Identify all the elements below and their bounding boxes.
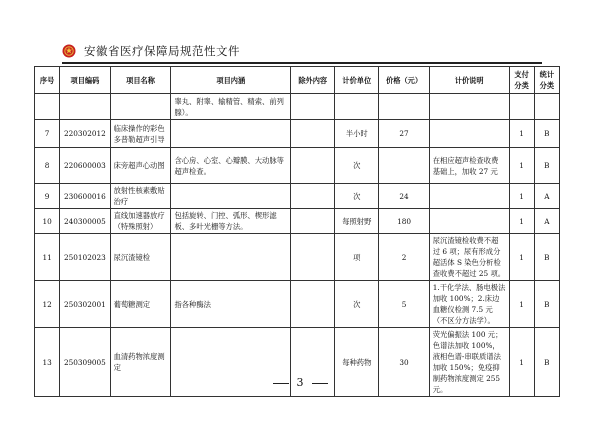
cell-stat: A — [534, 209, 559, 234]
page-number-dash-left — [273, 383, 289, 384]
cell-pay: 1 — [509, 120, 534, 148]
cell-no: 7 — [35, 120, 60, 148]
cell-exclude — [291, 281, 335, 328]
col-header-name: 项目名称 — [110, 67, 171, 94]
cell-note — [429, 94, 509, 120]
cell-pay: 1 — [509, 234, 534, 281]
cell-price: 2 — [379, 234, 429, 281]
cell-price — [379, 94, 429, 120]
col-header-price: 价格（元） — [379, 67, 429, 94]
cell-code: 220600003 — [60, 148, 110, 184]
cell-unit: 次 — [335, 184, 379, 209]
cell-price: 27 — [379, 120, 429, 148]
cell-pay: 1 — [509, 328, 534, 397]
cell-code: 240300005 — [60, 209, 110, 234]
cell-exclude — [291, 234, 335, 281]
col-header-pay: 支付分类 — [509, 67, 534, 94]
cell-note — [429, 120, 509, 148]
cell-content — [171, 234, 291, 281]
cell-pay: 1 — [509, 281, 534, 328]
cell-exclude — [291, 209, 335, 234]
col-header-stat: 统计分类 — [534, 67, 559, 94]
cell-name: 葡萄糖测定 — [110, 281, 171, 328]
cell-code: 220302012 — [60, 120, 110, 148]
cell-name — [110, 94, 171, 120]
cell-unit: 每照射野 — [335, 209, 379, 234]
cell-unit — [335, 94, 379, 120]
page-number — [0, 376, 600, 389]
header-title: 安徽省医疗保障局规范性文件 — [84, 44, 240, 58]
cell-no: 9 — [35, 184, 60, 209]
cell-code: 250102023 — [60, 234, 110, 281]
cell-pay — [509, 94, 534, 120]
cell-stat: B — [534, 120, 559, 148]
col-header-unit: 计价单位 — [335, 67, 379, 94]
page-number-value: 3 — [296, 376, 304, 389]
table-row — [35, 281, 560, 328]
cell-price — [379, 148, 429, 184]
header-rule — [62, 62, 542, 64]
table-row — [35, 148, 560, 184]
cell-stat: A — [534, 184, 559, 209]
cell-price: 180 — [379, 209, 429, 234]
cell-code — [60, 94, 110, 120]
cell-pay: 1 — [509, 184, 534, 209]
cell-content — [171, 120, 291, 148]
pricing-table — [34, 66, 560, 397]
cell-note: 1.干化学法、肠电极法加收 100%；2.床边血糖仪检测 7.5 元（不区分方法学）。 — [429, 281, 509, 328]
cell-exclude — [291, 94, 335, 120]
cell-no: 8 — [35, 148, 60, 184]
cell-content: 含心房、心室、心瓣膜、大动脉等超声检查。 — [171, 148, 291, 184]
cell-name: 床旁超声心动图 — [110, 148, 171, 184]
col-header-no: 序号 — [35, 67, 60, 94]
cell-stat: B — [534, 281, 559, 328]
table-row — [35, 209, 560, 234]
table-row — [35, 234, 560, 281]
col-header-note: 计价说明 — [429, 67, 509, 94]
cell-note: 在相应超声检查收费基础上，加收 27 元 — [429, 148, 509, 184]
cell-note — [429, 184, 509, 209]
cell-unit: 每种药物 — [335, 328, 379, 397]
cell-exclude — [291, 148, 335, 184]
cell-stat: B — [534, 328, 559, 397]
col-header-code: 项目编码 — [60, 67, 110, 94]
cell-unit: 项 — [335, 234, 379, 281]
cell-pay: 1 — [509, 148, 534, 184]
table-row — [35, 184, 560, 209]
cell-note: 荧光偏振法 100 元；色谱法加收 100%，液相色谱-串联质谱法加收 150%；免疫抑制药物浓度测定 255 元。 — [429, 328, 509, 397]
cell-code: 250302001 — [60, 281, 110, 328]
cell-content: 指各种酶法 — [171, 281, 291, 328]
cell-stat — [534, 94, 559, 120]
cell-note: 尿沉渣镜检收费不超过 6 项；尿有形成分超活体 S 染色分析检查收费不超过 25 项。 — [429, 234, 509, 281]
cell-price: 24 — [379, 184, 429, 209]
cell-price: 5 — [379, 281, 429, 328]
cell-no: 11 — [35, 234, 60, 281]
table-header-row — [35, 67, 560, 94]
national-emblem-icon — [62, 44, 76, 58]
cell-unit: 次 — [335, 281, 379, 328]
table-row — [35, 120, 560, 148]
cell-note — [429, 209, 509, 234]
cell-code: 250309005 — [60, 328, 110, 397]
cell-name: 尿沉渣镜检 — [110, 234, 171, 281]
cell-name: 直线加速器放疗（特殊照射） — [110, 209, 171, 234]
col-header-content: 项目内涵 — [171, 67, 291, 94]
page-number-dash-right — [312, 383, 328, 384]
document-header — [62, 40, 542, 66]
cell-exclude — [291, 184, 335, 209]
cell-no — [35, 94, 60, 120]
cell-stat: B — [534, 234, 559, 281]
cell-price: 30 — [379, 328, 429, 397]
cell-no: 12 — [35, 281, 60, 328]
cell-name: 放射性核素敷贴治疗 — [110, 184, 171, 209]
cell-code: 230600016 — [60, 184, 110, 209]
cell-no: 13 — [35, 328, 60, 397]
col-header-exclude: 除外内容 — [291, 67, 335, 94]
cell-unit: 次 — [335, 148, 379, 184]
cell-content: 睾丸、附睾、输精管、精索、前列腺）。 — [171, 94, 291, 120]
cell-unit: 半小时 — [335, 120, 379, 148]
cell-content — [171, 184, 291, 209]
cell-no: 10 — [35, 209, 60, 234]
cell-name: 临床操作的彩色多普勒超声引导 — [110, 120, 171, 148]
cell-content: 包括旋转、门控、弧形、楔形滤板、多叶光栅等方法。 — [171, 209, 291, 234]
cell-name: 血清药物浓度测定 — [110, 328, 171, 397]
cell-pay: 1 — [509, 209, 534, 234]
cell-stat: B — [534, 148, 559, 184]
cell-exclude — [291, 120, 335, 148]
table-row — [35, 94, 560, 120]
